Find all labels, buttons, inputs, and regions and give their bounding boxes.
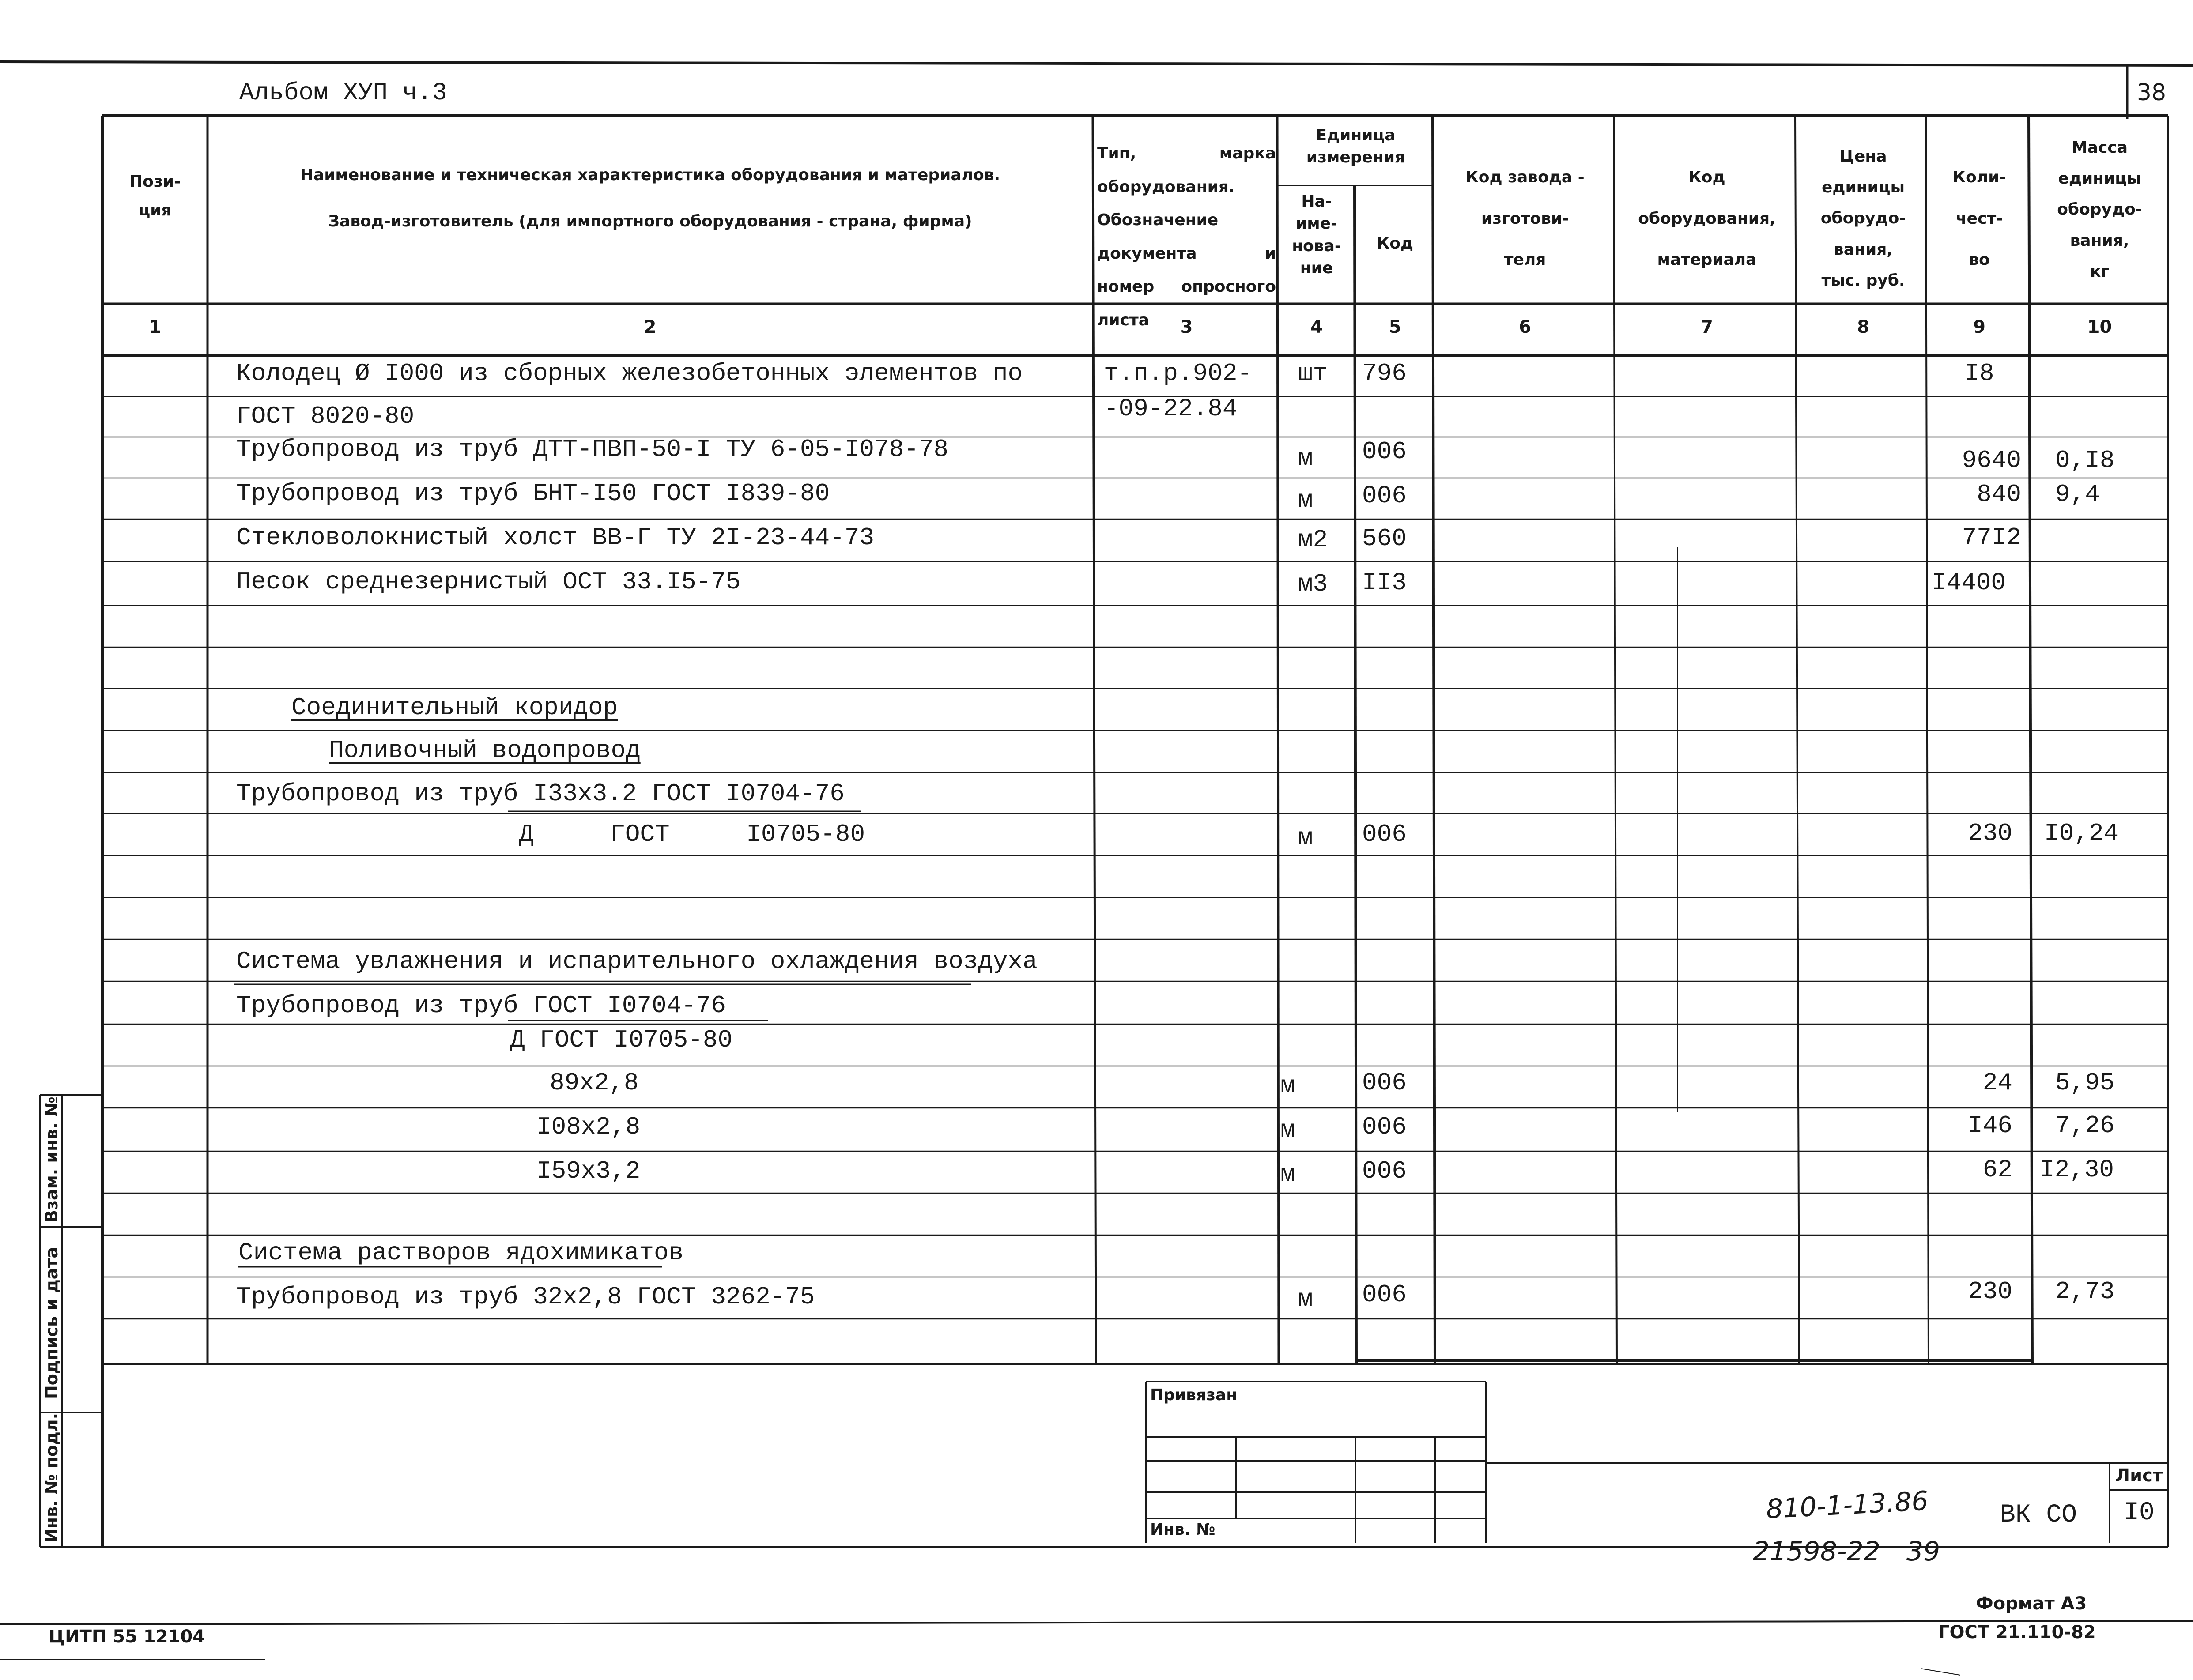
handwritten-project-ref: 810-1-13.86 (1765, 1485, 1929, 1525)
row-unit: м (1298, 486, 1313, 514)
row-qty: 840 (1977, 480, 2021, 509)
row-mass: I0,24 (2044, 819, 2119, 848)
col-number: 2 (644, 317, 657, 337)
row-code: 006 (1362, 1113, 1407, 1141)
row-name: Трубопровод из труб ДТТ-ПВП-50-I ТУ 6-05-I078-78 (236, 435, 949, 463)
row-name: Трубопровод из труб 32x2,8 ГОСТ 3262-75 (236, 1283, 815, 1311)
header-type: Тип, марка оборудования. Обозначение документа и номер опросного листа (1097, 144, 1276, 329)
header-unit-code: Код (1376, 234, 1414, 252)
header-position: Пози- ция (129, 173, 181, 219)
row-code: 006 (1362, 820, 1407, 848)
row-mass: 7,26 (2055, 1111, 2115, 1140)
row-qty: I46 (1968, 1111, 2012, 1140)
row-name: Песок среднезернистый ОСТ 33.I5-75 (236, 568, 741, 596)
row-name: I59x3,2 (536, 1157, 641, 1185)
side-label-replaced-inv: Взам. инв. № (42, 1096, 61, 1223)
stamp-inv-label: Инв. № (1150, 1521, 1215, 1539)
row-unit: м3 (1298, 570, 1328, 598)
header-name-line2: Завод-изготовитель (для импортного оборудования - страна, фирма) (328, 212, 972, 230)
header-unit-group: Единица измерения (1306, 126, 1405, 167)
header-quantity: Коли- чест- во (1952, 168, 2006, 269)
col-number: 10 (2087, 317, 2112, 337)
row-qty: 24 (1982, 1069, 2012, 1097)
row-unit: м (1280, 1116, 1295, 1144)
row-code: 006 (1362, 1069, 1407, 1097)
col-number: 6 (1519, 317, 1531, 337)
row-name: Трубопровод из труб ГОСТ I0704-76 (236, 991, 726, 1020)
header-price: Цена единицы оборудо- вания, тыс. руб. (1820, 147, 1906, 290)
row-name: ГОСТ 8020-80 (236, 402, 415, 430)
section-subheading: Поливочный водопровод (329, 736, 641, 765)
row-name: Д ГОСТ I0705-80 (519, 820, 865, 848)
header-equipment-code: Код оборудования, материала (1638, 168, 1776, 269)
footer-publisher: ЦИТП 55 12104 (49, 1627, 205, 1647)
stamp-sheet-value: I0 (2124, 1499, 2155, 1527)
section-heading: Соединительный коридор (291, 693, 618, 722)
row-unit: м (1280, 1160, 1295, 1188)
row-unit: м (1298, 824, 1313, 852)
row-qty: 230 (1968, 1277, 2012, 1306)
row-unit: м (1298, 444, 1313, 472)
row-code: 006 (1362, 482, 1407, 510)
col-number: 8 (1857, 317, 1869, 337)
row-unit: м (1280, 1072, 1295, 1100)
row-code: 006 (1362, 1281, 1407, 1309)
footer-format: Формат А3 (1976, 1593, 2087, 1614)
side-label-original-inv: Инв. № подл. (42, 1413, 61, 1543)
col-number: 3 (1180, 317, 1193, 337)
col-number: 9 (1973, 317, 1985, 337)
section-heading: Система растворов ядохимикатов (238, 1239, 684, 1267)
row-code: 560 (1362, 524, 1407, 553)
row-name: Трубопровод из труб БНТ-I50 ГОСТ I839-80 (236, 479, 830, 508)
row-mass: I2,30 (2040, 1156, 2114, 1184)
footer-standard: ГОСТ 21.110-82 (1938, 1622, 2096, 1642)
header-factory-code: Код завода - изготови- теля (1465, 168, 1585, 269)
row-qty: 77I2 (1962, 524, 2021, 552)
album-title: Альбом ХУП ч.3 (239, 79, 447, 107)
row-qty: 9640 (1962, 446, 2021, 475)
header-unit-name: На- име- нова- ние (1292, 192, 1341, 278)
page-number: 38 (2136, 79, 2167, 106)
col-number: 1 (149, 317, 161, 337)
row-qty: I4400 (1932, 569, 2006, 597)
row-name: Колодец Ø I000 из сборных железобетонных элементов по (236, 359, 1023, 388)
stamp-sheet-label: Лист (2115, 1465, 2163, 1486)
header-mass: Масса единицы оборудо- вания, кг (2057, 139, 2142, 281)
row-unit: м (1298, 1285, 1313, 1313)
handwritten-archive-number: 21598-22 39 (1753, 1536, 1940, 1567)
row-mass: 0,I8 (2055, 446, 2115, 475)
row-code: 006 (1362, 1157, 1407, 1185)
col-number: 5 (1389, 317, 1401, 337)
row-name: 89x2,8 (550, 1069, 639, 1097)
row-qty: 230 (1968, 819, 2012, 848)
header-name-line1: Наименование и техническая характеристика оборудования и материалов. (300, 166, 1000, 184)
stamp-privyazan-label: Привязан (1150, 1386, 1238, 1404)
stamp-doc-code: ВК СО (2000, 1501, 2077, 1529)
section-heading: Система увлажнения и испарительного охлаждения воздуха (236, 947, 1038, 976)
row-type: -09-22.84 (1104, 395, 1238, 423)
row-type: т.п.р.902- (1104, 359, 1253, 388)
row-name: Стекловолокнистый холст ВВ-Г ТУ 2I-23-44-73 (236, 524, 875, 552)
side-label-signature-date: Подпись и дата (42, 1247, 61, 1399)
row-code: II3 (1362, 569, 1407, 597)
row-name: Трубопровод из труб I33x3.2 ГОСТ I0704-76 (236, 780, 845, 808)
row-code: 006 (1362, 437, 1407, 466)
row-mass: 2,73 (2055, 1277, 2115, 1306)
row-mass: 5,95 (2055, 1069, 2115, 1097)
row-unit: шт (1298, 359, 1328, 388)
row-code: 796 (1362, 359, 1407, 388)
row-qty: 62 (1982, 1156, 2012, 1184)
row-qty: I8 (1964, 359, 1994, 388)
row-name: Д ГОСТ I0705-80 (510, 1026, 733, 1054)
row-unit: м2 (1298, 526, 1328, 554)
col-number: 7 (1701, 317, 1713, 337)
row-mass: 9,4 (2055, 480, 2100, 509)
row-name: I08x2,8 (536, 1113, 641, 1141)
col-number: 4 (1310, 317, 1323, 337)
